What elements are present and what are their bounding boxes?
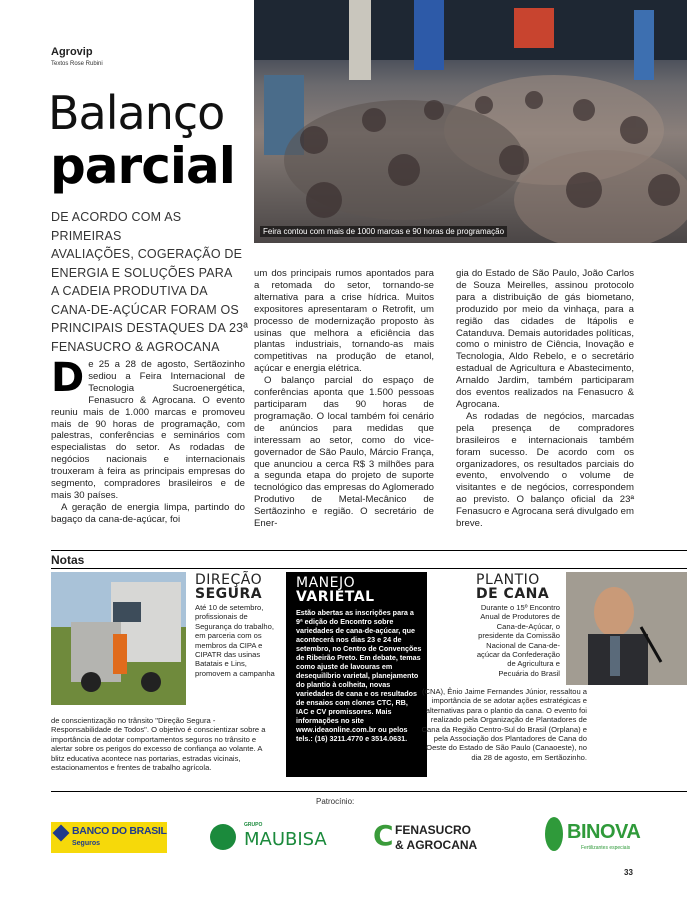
fenasucro-line-2: & AGROCANA — [395, 838, 478, 852]
fenasucro-logo — [373, 820, 493, 854]
banco-do-brasil-logo — [51, 822, 167, 853]
lead-line: A CADEIA PRODUTIVA DA — [51, 284, 208, 298]
direcao-title-2: SEGURA — [195, 586, 263, 602]
binova-leaf-icon — [545, 817, 563, 851]
notes-top-rule — [51, 550, 687, 551]
title-line-1: Balanço — [48, 86, 225, 140]
fenasucro-line-1: FENASUCRO — [395, 823, 472, 837]
body-paragraph: um dos principais rumos apontados para a retomada do setor, tornando-se alternativa para a crise hídrica. Muitos expositores apresentaram o Retrofit, um processo de modernização proposto às usinas que melhora a eficiência das plantas industriais, tornando-as mais competitivas na produção de etanol, açúcar e energia elétrica. — [254, 268, 434, 375]
lead-line: ENERGIA E SOLUÇÕES PARA — [51, 265, 233, 280]
maubisa-name: MAUBISA — [244, 829, 327, 850]
body-paragraph: gia do Estado de São Paulo, João Carlos de Souza Meirelles, assinou protocolo para a distribuição de gás biometano, produzido por meio da vinhaça, para a região das cidades de Itápolis e Catanduva. Demais autoridades políticas, como o ministro de Ciência, Inovação e Tecnologia, Aldo Rebelo, e o secretário estadual de Agricultura e Abastecimento, Arnaldo Jardim, também participaram dos eventos realizados na Fenasucro & Agrocana. — [456, 268, 634, 410]
page-number: 33 — [624, 868, 633, 877]
manejo-title-2: VARIETAL — [296, 589, 375, 605]
lead-paragraph — [51, 208, 251, 356]
binova-logo — [543, 815, 643, 855]
lead-line: PRINCIPAIS DESTAQUES DA 23ª — [51, 321, 249, 335]
crowd-illustration — [254, 0, 687, 243]
lead-line: DE ACORDO COM AS PRIMEIRAS — [51, 210, 182, 243]
binova-sub: Fertilizantes especiais — [581, 845, 631, 851]
bb-name: BANCO DO BRASIL — [72, 825, 167, 837]
fair-crowd-photo — [254, 0, 687, 243]
body-paragraph: A geração de energia limpa, partindo do bagaço da cana-de-açúcar, foi — [51, 501, 245, 525]
drop-cap: D — [51, 355, 85, 401]
body-paragraph: O balanço parcial do espaço de conferências aponta que 1.500 pessoas participaram das 90 horas de programação. O local também foi cenário de anúncios para medidas que interessam ao setor, como do vice-governador de São Paulo, Márcio França, que anunciou a cerca R$ 3 milhões para a segunda etapa do projeto de suporte tecnológico das empresas do Aglomerado Produtivo de Metal-Mecânico de Sertãozinho e região. O secretário de Ener- — [254, 375, 434, 530]
plantio-text-side: Durante o 15º Encontro Anual de Produtores de Cana-de-Açúcar, o presidente da Comissão Nacional de Cana-de-açúcar da Confederação de Agricultura e Pecuária do Brasil — [476, 603, 560, 678]
lead-line: AVALIAÇÕES, COGERAÇÃO DE — [51, 247, 243, 261]
maubisa-sup: GRUPO — [244, 822, 263, 828]
binova-name: BINOVA — [567, 821, 641, 843]
sponsors-label: Patrocínio: — [316, 797, 355, 806]
plantio-text: (CNA), Ênio Jaime Fernandes Júnior, ressaltou a importância de se adotar ações estratégicas e alternativas para o plantio da cana. O evento foi realizado pela Organização de Plantadores de Cana da Região Centro-Sul do Brasil (Orplana) e pela Associação dos Plantadores de Cana do Oeste do Estado de São Paulo (Canaoeste), no dia 28 de agosto, em Sertãozinho. — [421, 687, 587, 762]
body-column-3 — [456, 268, 634, 530]
notes-rule — [51, 568, 687, 569]
notes-heading: Notas — [51, 553, 85, 567]
photo-caption: Feira contou com mais de 1000 marcas e 90 horas de programação — [260, 226, 507, 237]
direcao-text-side: Até 10 de setembro, profissionais de Segurança do trabalho, em parceria com os membros da CIPA e CIPATR das usinas Batatais e Lins, promovem a campanha — [195, 603, 275, 678]
manejo-text: Estão abertas as inscrições para a 9ª edição do Encontro sobre variedades de cana-de-açúcar, que acontecerá nos dias 23 e 24 de setembro, no Centro de Convenções de Ribeirão Preto. Em debate, temas como ajuste de lavouras em desequilíbrio varietal, planejamento do plantio à colheita, novas variedades de cana e os resultados de ensaios com clones CTC, RB, IAC e CV promissores. Mais informações no site www.ideaonline.com.br ou pelos tels.: (16) 3211.4770 e 3514.0631. — [296, 608, 422, 743]
body-paragraph: As rodadas de negócios, marcadas pela presença de compradores brasileiros e internacionais também foram sucesso. De acordo com os organizadores, os resultados parciais do evento, envolvendo o volume de visitantes e de negócios, correspondem ao previsto. O balanço oficial da 23ª Fenasucro e Agrocana será divulgado em breve. — [456, 410, 634, 530]
title-line-2: parcial — [50, 137, 235, 195]
bb-sub: Seguros — [72, 840, 101, 847]
direcao-title-1: DIREÇÃO — [195, 572, 263, 588]
truck-photo — [51, 572, 186, 705]
speaker-photo — [566, 572, 687, 685]
body-column-2 — [254, 268, 434, 530]
maubisa-logo — [210, 822, 330, 854]
maubisa-leaf-icon — [210, 824, 236, 850]
author-credit: Textos Rose Rubini — [51, 61, 103, 67]
bb-mark-icon — [53, 825, 70, 842]
manejo-title-1: MANEJO — [296, 575, 356, 591]
body-column-1 — [51, 355, 245, 526]
lead-line: CANA-DE-AÇÚCAR FORAM OS — [51, 302, 239, 317]
plantio-title-1: PLANTIO — [476, 572, 540, 588]
manejo-box — [286, 572, 427, 777]
fenasucro-mark-icon: C — [373, 819, 394, 852]
plantio-title-2: DE CANA — [476, 586, 550, 602]
lead-line: FENASUCRO & AGROCANA — [51, 339, 220, 354]
sponsors-rule — [51, 791, 687, 792]
body-paragraph: e 25 a 28 de agosto, Sertãozinho sediou a Feira Internacional de Tecnologia Sucroenergética, Fenasucro & Agrocana. O evento reuniu mais de 1.000 marcas e promoveu mais de 90 horas de programação, com palestras, conferências e seminários com especialistas do setor. As rodadas de negócios nacionais e internacionais trouxeram à feira as principais empresas do segmento, compradores brasileiros e de mais 30 países. — [51, 359, 245, 501]
section-label: Agrovip — [51, 46, 93, 58]
direcao-text: de conscientização no trânsito "Direção Segura - Responsabilidade de Todos". O objetivo é conscientizar sobre a importância de adotar comportamentos seguros no trânsito e alertar sobre os perigos do excesso de confiança ao volante. A blitz educativa acontece nas portarias, estradas vicinais, estacionamentos e frentes de trabalho agrícola. — [51, 716, 266, 773]
